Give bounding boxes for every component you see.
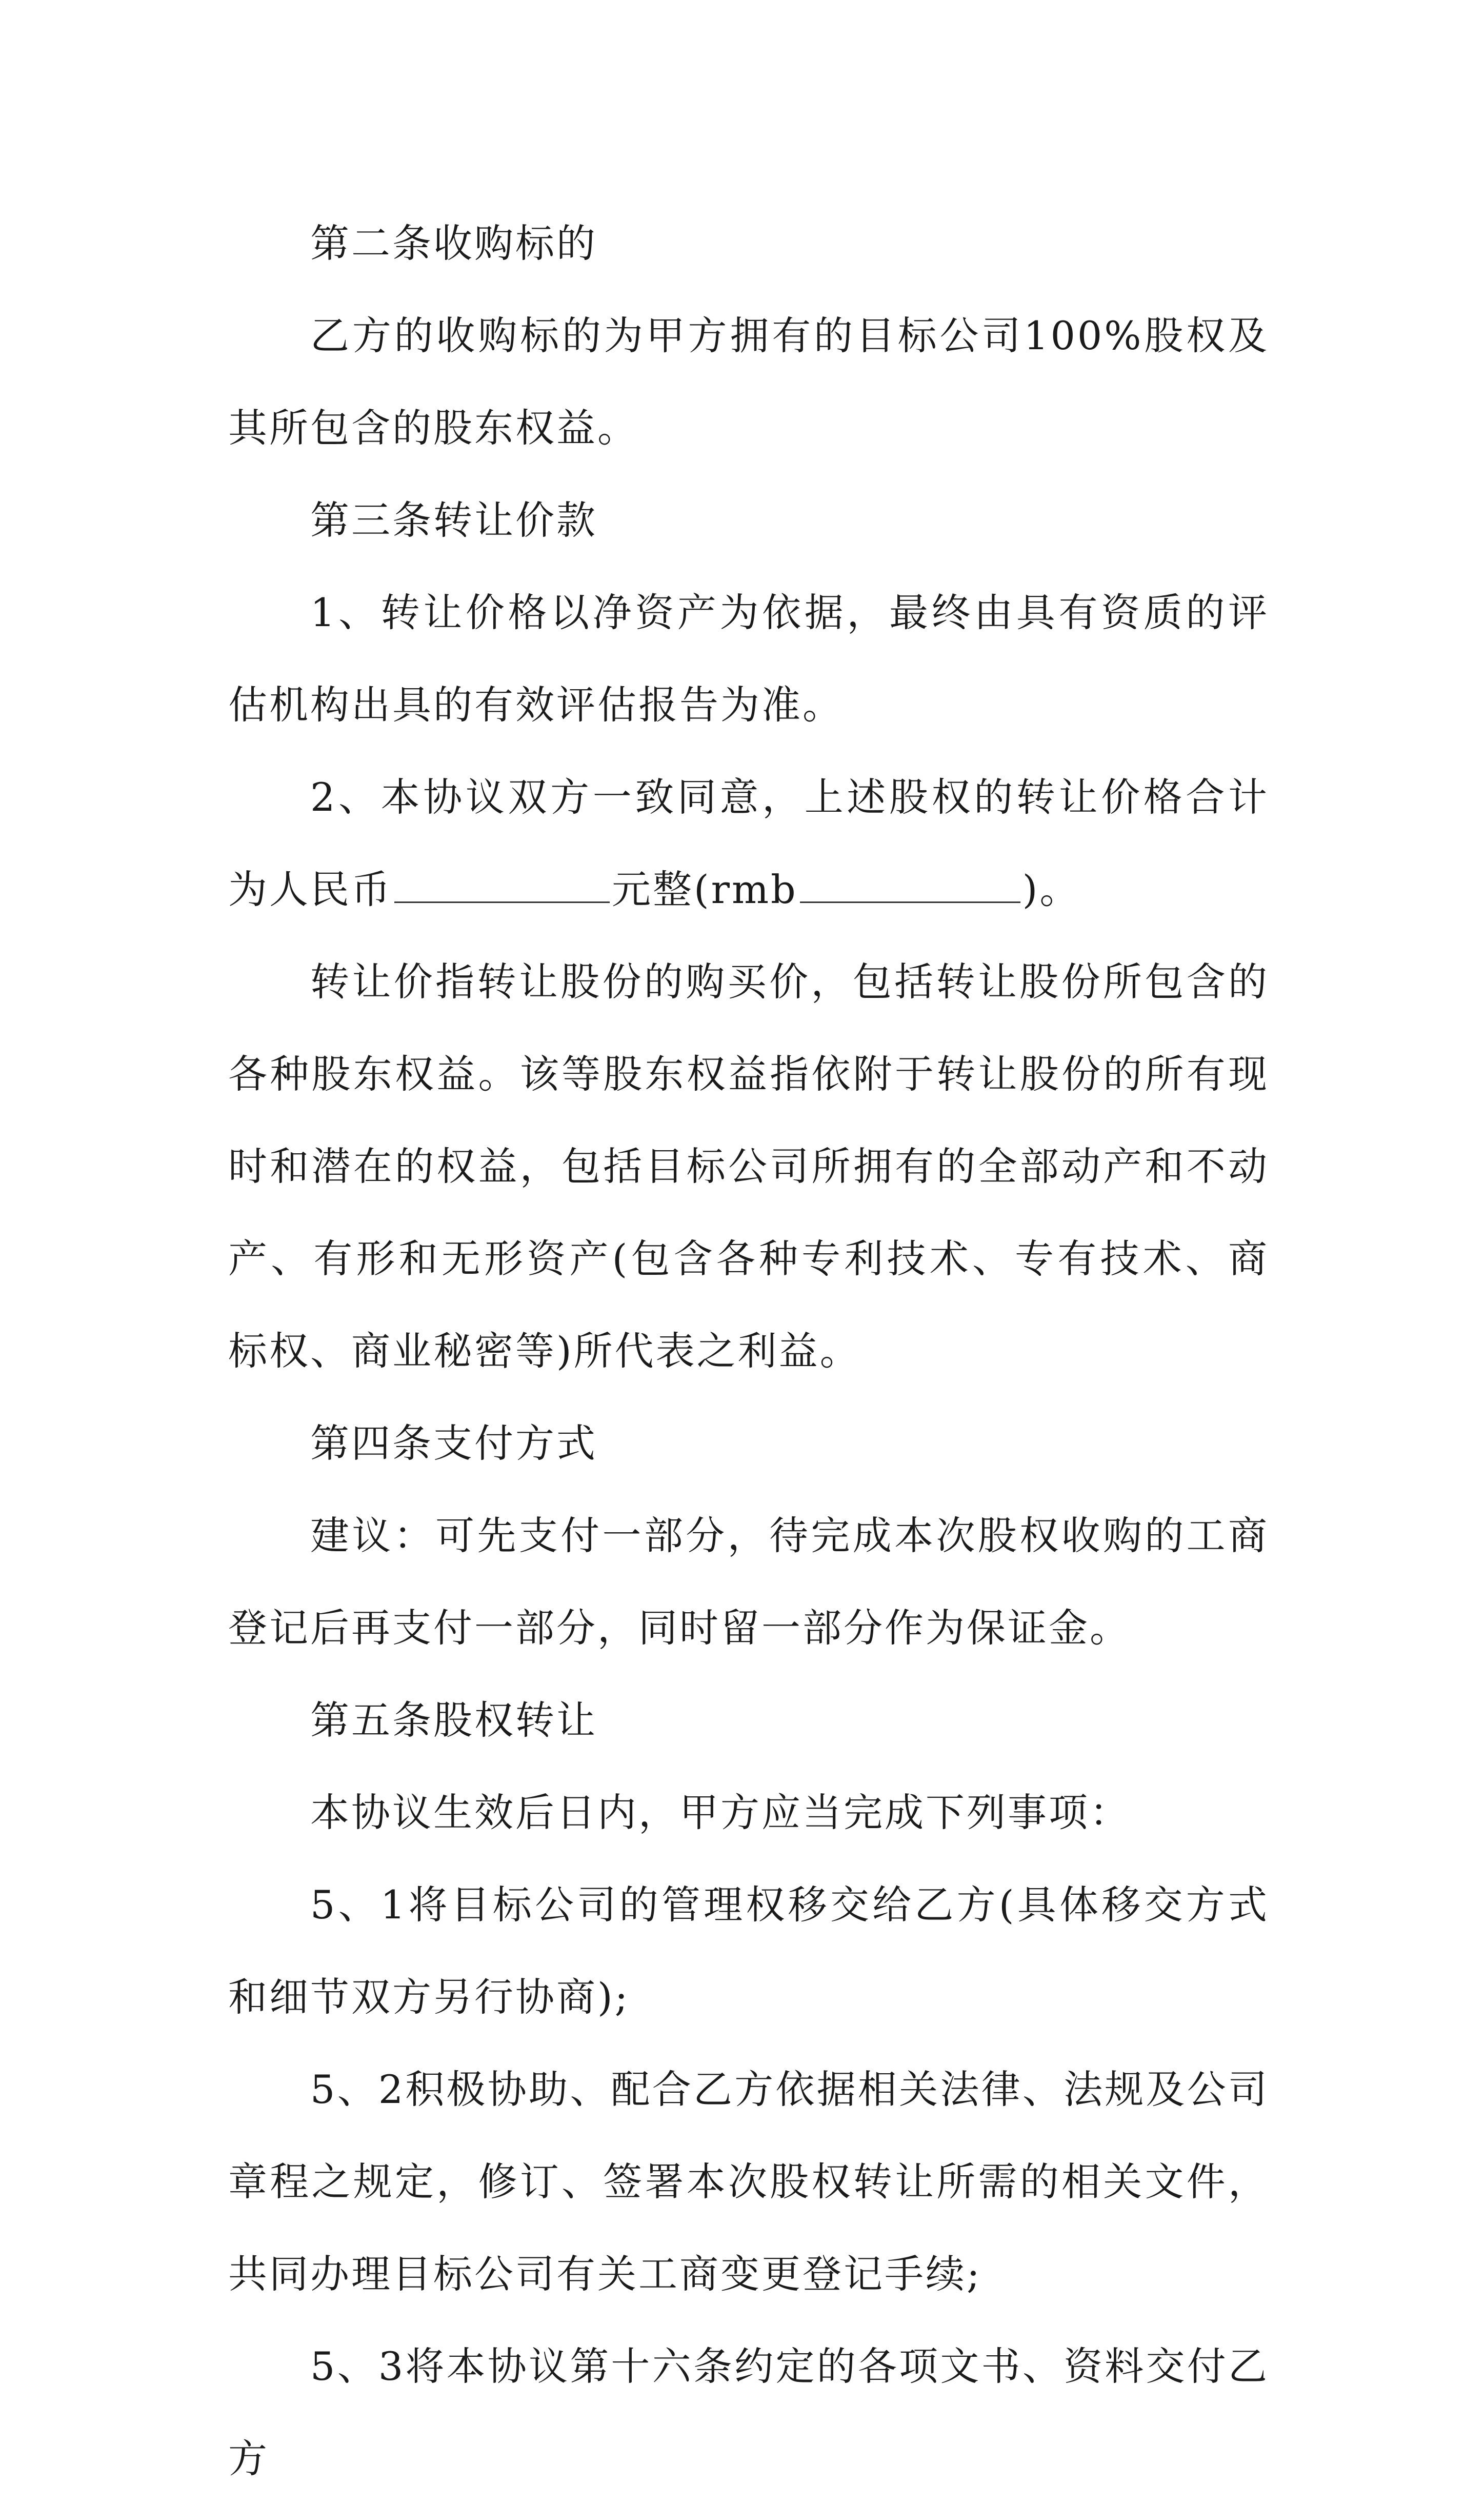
article-5-title: 第五条股权转让 (310, 1697, 597, 1743)
article-5-intro: 本协议生效后日内，甲方应当完成下列事项： (310, 1790, 1131, 1835)
article-5-item-1: 5、1将目标公司的管理权移交给乙方(具体移交方式和细节双方另行协商); (228, 1882, 1269, 2020)
price-blank-rmb (800, 871, 1020, 903)
article-3-item-2-text-b: 元整(rmb (612, 867, 798, 912)
document-body (228, 197, 1269, 2505)
article-3-note: 转让价指转让股份的购买价，包括转让股份所包含的各种股东权益。该等股东权益指依附于转让股份的所有现时和潜在的权益，包括目标公司所拥有的全部动产和不动产、有形和无形资产(包含各种专利技术、专有技术、商标权、商业秘密等)所代表之利益。 (228, 959, 1269, 1374)
article-3-item-2-text-a: 2、本协议双方一致同意，上述股权的转让价格合计为人民币 (228, 774, 1269, 912)
article-3-title: 第三条转让价款 (310, 497, 597, 543)
article-3-item-2-text-c: )。 (1022, 867, 1081, 912)
article-3-item-2 (228, 751, 1269, 936)
article-2-title: 第二条收购标的 (310, 221, 597, 266)
article-3-item-1: 1、转让价格以净资产为依据，最终由具有资质的评估机构出具的有效评估报告为准。 (228, 590, 1269, 728)
article-4-title: 第四条支付方式 (310, 1420, 597, 1466)
article-2-body: 乙方的收购标的为甲方拥有的目标公司100%股权及其所包含的股东权益。 (228, 313, 1269, 451)
price-blank-cny (394, 871, 610, 903)
article-4-body: 建议：可先支付一部分，待完成本次股权收购的工商登记后再支付一部分，同时留一部分作为保证金。 (228, 1513, 1269, 1651)
article-5-item-2: 5、2积极协助、配合乙方依据相关法律、法规及公司章程之规定，修订、签署本次股权转让所需的相关文件，共同办理目标公司有关工商变更登记手续; (228, 2067, 1269, 2297)
article-5-item-3: 5、3将本协议第十六条约定的各项文书、资料交付乙方 (228, 2343, 1269, 2481)
